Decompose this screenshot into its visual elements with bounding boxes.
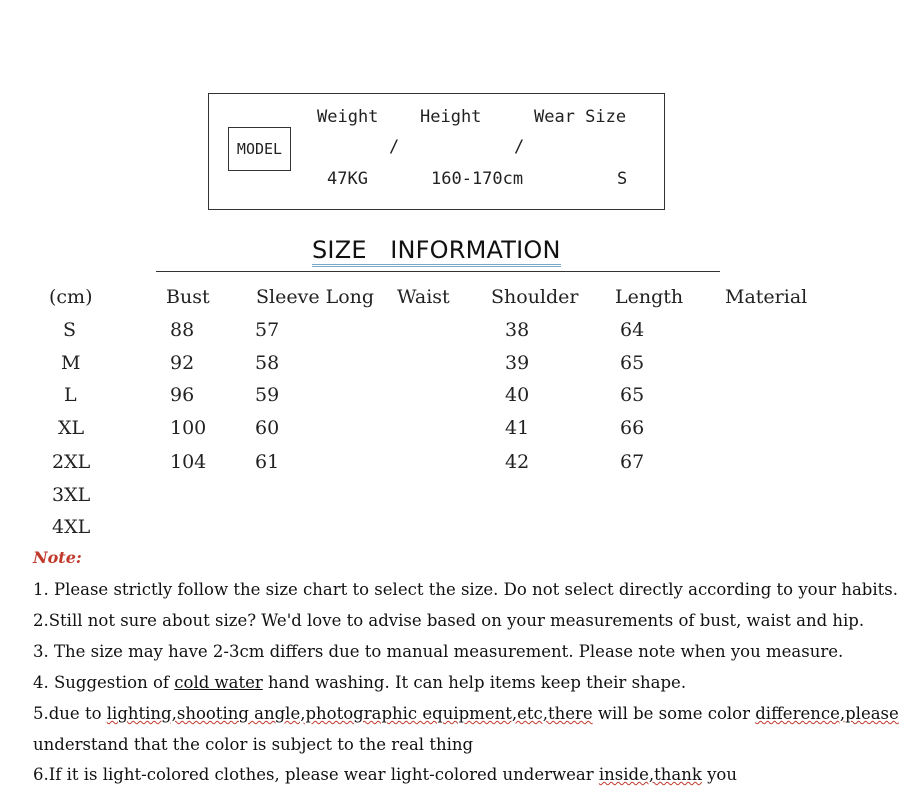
col-header-material: Material — [725, 286, 808, 308]
note-spellcheck-text: inside,thank — [598, 765, 702, 784]
sleeve-value: 57 — [255, 319, 280, 341]
col-header-bust: Bust — [166, 286, 210, 308]
note-line-4 — [33, 673, 686, 692]
note-line-5-continued: understand that the color is subject to the real thing — [33, 735, 474, 754]
size-label: L — [64, 384, 77, 406]
length-value: 67 — [620, 451, 645, 473]
sleeve-value: 60 — [255, 417, 280, 439]
length-value: 64 — [620, 319, 645, 341]
note-text: 4. Suggestion of — [33, 673, 175, 692]
length-value: 65 — [620, 384, 645, 406]
bust-value: 92 — [170, 352, 195, 374]
weight-header: Weight — [317, 107, 379, 127]
height-header: Height — [420, 107, 482, 127]
shoulder-value: 39 — [505, 352, 530, 374]
separator: / — [389, 137, 400, 157]
note-text: 5.due to — [33, 704, 107, 723]
size-label: 3XL — [52, 484, 91, 506]
shoulder-value: 41 — [505, 417, 530, 439]
shoulder-value: 42 — [505, 451, 530, 473]
col-header-sleeve: Sleeve Long — [256, 286, 375, 308]
size-information-title: SIZE INFORMATION — [312, 236, 561, 267]
col-header-unit: (cm) — [49, 286, 93, 308]
shoulder-value: 40 — [505, 384, 530, 406]
note-text: 6.If it is light-colored clothes, please wear light-colored underwear — [33, 765, 599, 784]
note-line-2: 2.Still not sure about size? We'd love to advise based on your measurements of bust, waist and hip. — [33, 611, 865, 630]
separator: / — [514, 137, 525, 157]
note-text: you — [701, 765, 737, 784]
height-value: 160-170cm — [431, 169, 524, 189]
col-header-length: Length — [615, 286, 684, 308]
length-value: 66 — [620, 417, 645, 439]
wear-size-header: Wear Size — [534, 107, 627, 127]
note-title: Note: — [33, 548, 82, 567]
wear-size-value: S — [617, 169, 628, 189]
col-header-waist: Waist — [397, 286, 450, 308]
size-label: 2XL — [52, 451, 91, 473]
size-label: XL — [58, 417, 85, 439]
size-label: 4XL — [52, 516, 91, 538]
weight-value: 47KG — [327, 169, 368, 189]
note-underlined-text: cold water — [174, 673, 263, 692]
note-line-5 — [33, 704, 899, 723]
sleeve-value: 61 — [255, 451, 280, 473]
bust-value: 88 — [170, 319, 195, 341]
sleeve-value: 58 — [255, 352, 280, 374]
note-text: will be some color — [592, 704, 756, 723]
note-spellcheck-text: lighting,shooting angle,photographic equipment,etc,there — [106, 704, 593, 723]
bust-value: 96 — [170, 384, 195, 406]
size-label: S — [63, 319, 77, 341]
shoulder-value: 38 — [505, 319, 530, 341]
bust-value: 104 — [170, 451, 207, 473]
col-header-shoulder: Shoulder — [491, 286, 579, 308]
model-label: MODEL — [228, 127, 291, 171]
note-text: hand washing. It can help items keep their shape. — [262, 673, 687, 692]
note-line-1: 1. Please strictly follow the size chart to select the size. Do not select directly according to your habits. — [33, 580, 898, 599]
size-label: M — [61, 352, 81, 374]
note-line-6 — [33, 765, 737, 784]
length-value: 65 — [620, 352, 645, 374]
title-divider — [156, 271, 720, 272]
model-info-card — [208, 93, 665, 210]
note-line-3: 3. The size may have 2-3cm differs due to manual measurement. Please note when you measure. — [33, 642, 844, 661]
bust-value: 100 — [170, 417, 207, 439]
note-spellcheck-text: difference,please — [755, 704, 899, 723]
sleeve-value: 59 — [255, 384, 280, 406]
